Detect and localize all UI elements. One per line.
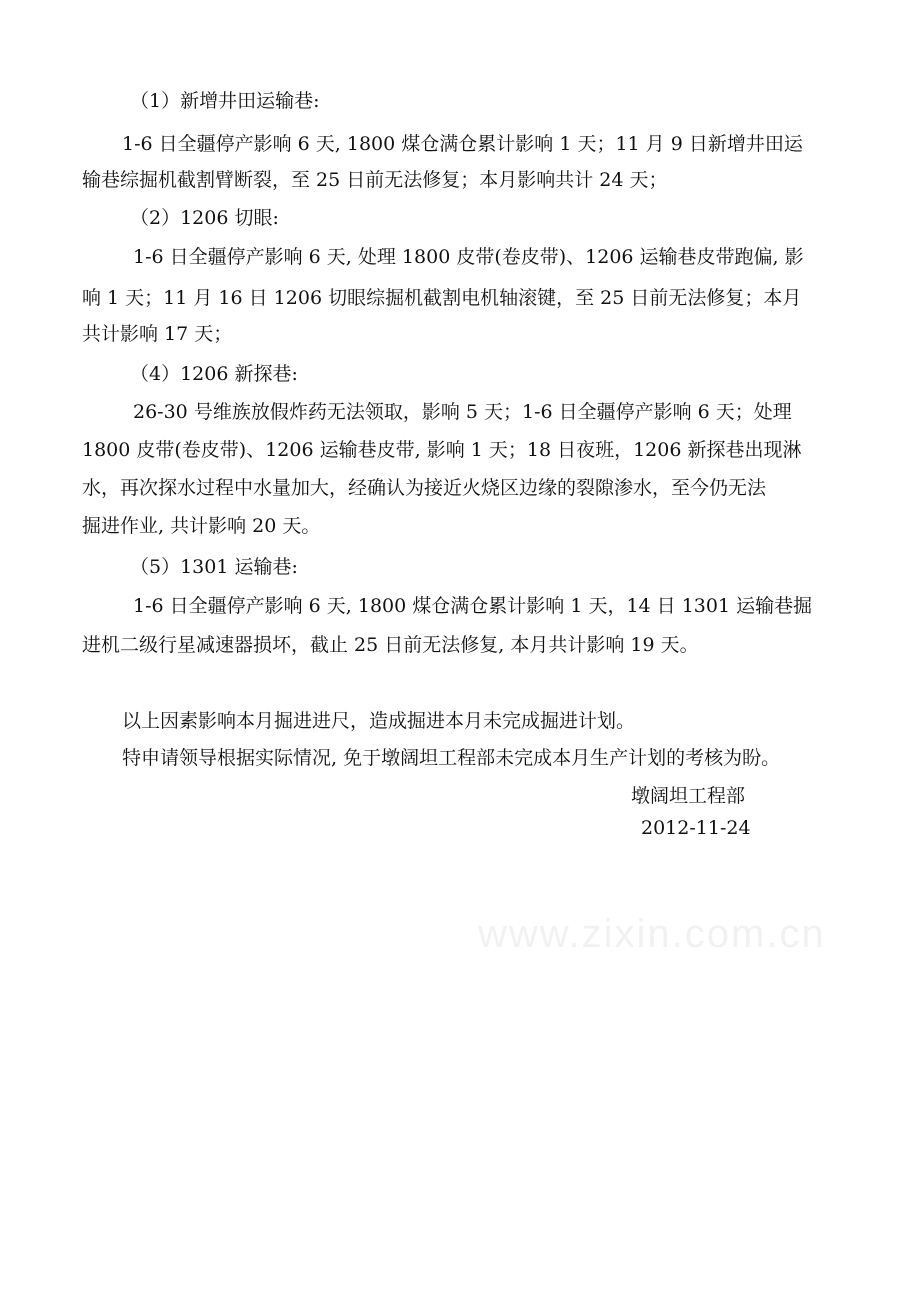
section-4-line-3: 水，再次探水过程中水量加大，经确认为接近火烧区边缘的裂隙渗水，至今仍无法 xyxy=(82,477,767,499)
section-5-heading: （5）1301 运输巷: xyxy=(130,556,298,578)
section-2-heading: （2）1206 切眼: xyxy=(130,207,279,229)
section-4-line-1: 26-30 号维族放假炸药无法领取，影响 5 天；1-6 日全疆停产影响 6 天；处理 xyxy=(133,401,792,423)
signature-date: 2012-11-24 xyxy=(641,817,751,839)
section-4-heading: （4）1206 新探巷: xyxy=(130,363,298,385)
watermark: www.zixin.com.cn xyxy=(478,912,826,956)
section-5-line-2: 进机二级行星减速器损坏，截止 25 日前无法修复, 本月共计影响 19 天。 xyxy=(82,634,699,656)
section-2-line-3: 共计影响 17 天； xyxy=(82,323,233,345)
conclusion-line-1: 以上因素影响本月掘进进尺，造成掘进本月未完成掘进计划。 xyxy=(122,710,636,732)
conclusion-line-2: 特申请领导根据实际情况, 免于墩阔坦工程部未完成本月生产计划的考核为盼。 xyxy=(122,747,781,769)
section-4-line-4: 掘进作业, 共计影响 20 天。 xyxy=(82,515,321,537)
section-4-line-2: 1800 皮带(卷皮带)、1206 运输巷皮带, 影响 1 天；18 日夜班，1206 新探巷出现淋 xyxy=(82,439,802,461)
section-2-line-2: 响 1 天；11 月 16 日 1206 切眼综掘机截割电机轴滚键，至 25 日前无法修复；本月 xyxy=(82,287,802,309)
section-1-line-1: 1-6 日全疆停产影响 6 天, 1800 煤仓满仓累计影响 1 天；11 月 9 日新增井田运 xyxy=(122,133,803,155)
section-2-line-1: 1-6 日全疆停产影响 6 天, 处理 1800 皮带(卷皮带)、1206 运输巷皮带跑偏, 影 xyxy=(133,246,804,268)
section-5-line-1: 1-6 日全疆停产影响 6 天, 1800 煤仓满仓累计影响 1 天，14 日 1301 运输巷掘 xyxy=(133,595,813,617)
section-1-line-2: 输巷综掘机截割臂断裂，至 25 日前无法修复；本月影响共计 24 天； xyxy=(82,169,668,191)
signature-department: 墩阔坦工程部 xyxy=(631,785,746,807)
section-1-heading: （1）新增井田运输巷: xyxy=(130,90,320,112)
